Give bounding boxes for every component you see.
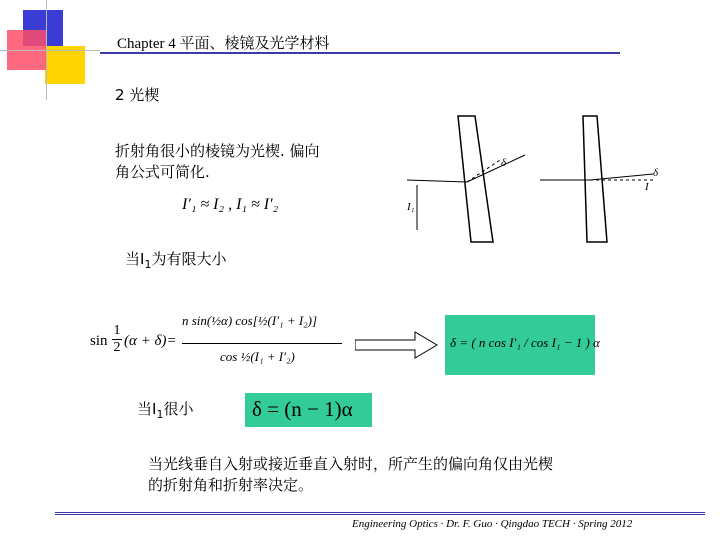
formula-left-arg: (α + δ)= [124, 333, 177, 349]
wedge-diagram [405, 110, 685, 250]
page-header: Chapter 4 平面、棱镜及光学材料 [117, 36, 330, 52]
formula-left-two: 2 [113, 340, 121, 355]
section-title: 2 光楔 [115, 86, 160, 104]
formula-left-numerator: n sin(½α) cos[½(I′₁ + I₂)] [182, 313, 318, 328]
formula-right: δ = ( n cos I′₁ / cos I₁ − 1 ) α [450, 335, 600, 350]
refracted-ray-left [467, 155, 525, 182]
incident-ray-left [407, 180, 467, 182]
formula-left-denominator: cos ½(I₁ + I′₂) [220, 349, 295, 364]
formula-left-prefix: sin [90, 333, 108, 349]
formula-left-fraction-bar [182, 343, 342, 344]
decor-yellow-square [45, 46, 85, 84]
decor-grid-lines [0, 50, 100, 51]
formula-left-half: 1 [113, 323, 121, 338]
wedge-left [458, 116, 493, 242]
formula-approx: I′₁ ≈ I₂ , I₁ ≈ I′₂ [182, 196, 279, 213]
formula2: δ = (n − 1)α [252, 397, 353, 421]
conclusion-line-2: 的折射角和折射率决定。 [148, 476, 314, 494]
case1-sub: 1 [144, 258, 152, 271]
header-rule [100, 52, 620, 54]
case1-label [125, 248, 226, 276]
case2-sub: 1 [156, 408, 164, 421]
diagram-label-I: I [645, 181, 649, 193]
conclusion-line-1: 当光线垂自入射或接近垂直入射时，所产生的偏向角仅由光楔 [148, 455, 554, 473]
diagram-label-delta-right: δ [653, 167, 659, 179]
case1-prefix: 当I [125, 250, 145, 268]
paragraph-line-1: 折射角很小的棱镜为光楔. 偏向 [115, 142, 320, 160]
case2-label [137, 398, 193, 426]
case2-suffix: 很小 [163, 400, 194, 418]
right-arrow [355, 330, 440, 360]
footer-text: Engineering Optics · Dr. F. Guo · Qingdao TECH · Spring 2012 [352, 518, 633, 530]
formula-big-left [90, 305, 350, 385]
footer-rule [55, 512, 705, 515]
diagram-label-I1: I₁ [407, 201, 415, 213]
case1-suffix: 为有限大小 [151, 250, 227, 268]
diagram-label-delta-left: δ [501, 157, 507, 169]
case2-prefix: 当I [137, 400, 157, 418]
decor-grid-lines-v [46, 0, 47, 100]
refracted-ray-right [590, 174, 653, 180]
paragraph-line-2: 角公式可简化. [115, 163, 210, 181]
